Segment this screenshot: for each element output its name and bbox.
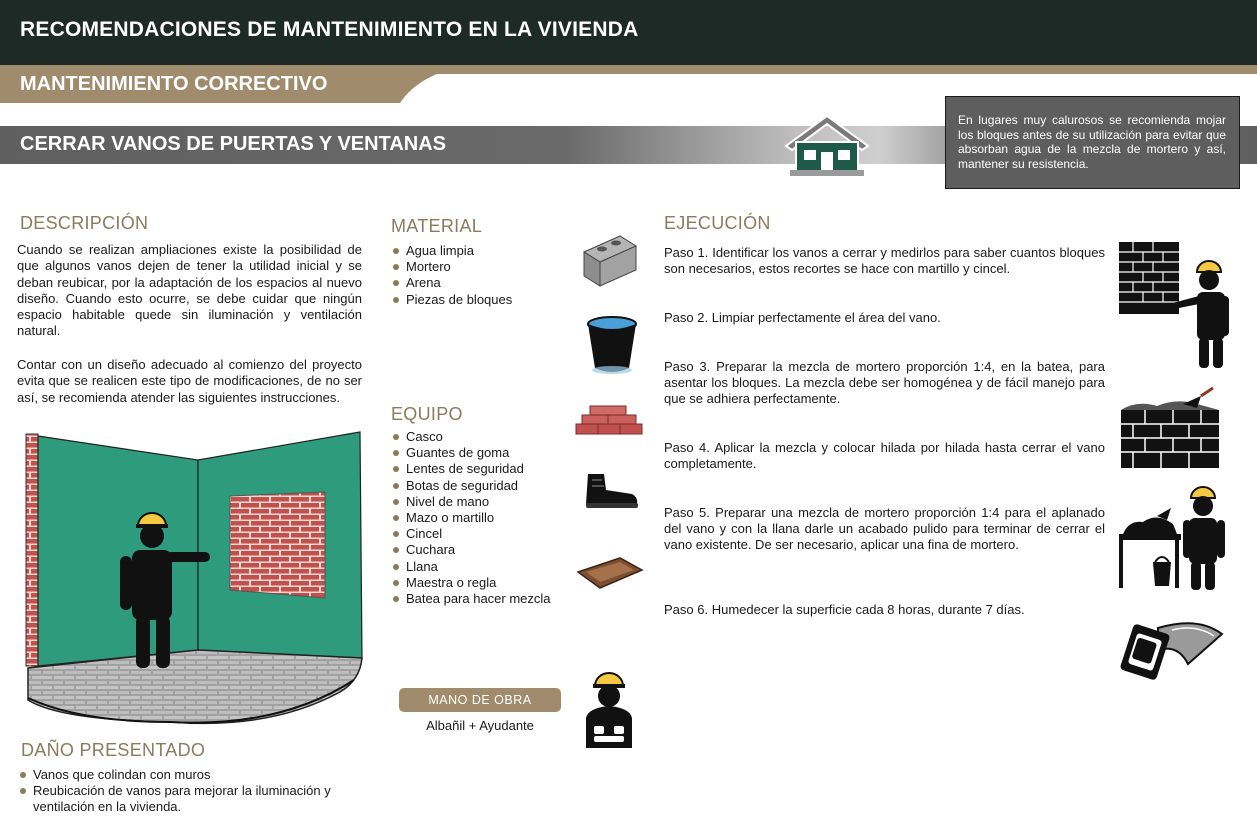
- list-item: Maestra o regla: [391, 575, 576, 591]
- humidify-icon: [1118, 614, 1226, 686]
- list-item: Cuchara: [391, 542, 576, 558]
- step-3: Paso 3. Preparar la mezcla de mortero proporción 1:4, en la batea, para asentar los bloques. La mezcla debe ser homogénea y de fácil manejo para que se adhiera perfectamente.: [664, 359, 1105, 407]
- step-2: Paso 2. Limpiar perfectamente el área del vano.: [664, 310, 941, 325]
- mano-de-obra-value: Albañil + Ayudante: [426, 718, 534, 733]
- house-icon: [782, 112, 872, 178]
- descripcion-paragraph-2: Contar con un diseño adecuado al comienzo del proyecto evita que se realicen este tipo de modificaciones, de no ser así, se recomienda atender las siguientes instrucciones.: [17, 357, 362, 405]
- page-subtitle: MANTENIMIENTO CORRECTIVO: [20, 73, 328, 95]
- list-item: Botas de seguridad: [391, 478, 576, 494]
- list-item: Guantes de goma: [391, 445, 576, 461]
- material-heading: MATERIAL: [391, 216, 483, 236]
- dano-heading: DAÑO PRESENTADO: [21, 740, 206, 760]
- list-item: Arena: [391, 275, 571, 291]
- section-title: CERRAR VANOS DE PUERTAS Y VENTANAS: [20, 133, 446, 155]
- list-item: Llana: [391, 559, 576, 575]
- list-item: Reubicación de vanos para mejorar la iluminación y ventilación en la vivienda.: [18, 783, 366, 815]
- bricks-icon: [574, 402, 644, 436]
- mixing-tray-icon: [576, 556, 644, 592]
- list-item: Batea para hacer mezcla: [391, 591, 576, 607]
- dano-list: [18, 767, 366, 816]
- list-item: Nivel de mano: [391, 494, 576, 510]
- material-list: [391, 243, 571, 308]
- list-item: Cincel: [391, 526, 576, 542]
- tip-note: En lugares muy calurosos se recomienda mojar los bloques antes de su utilización para evitar que absorban agua de la mezcla de mortero y así, mantener su resistencia.: [945, 96, 1240, 189]
- mortar-mixing-icon: [1117, 484, 1229, 592]
- equipo-heading: EQUIPO: [391, 404, 463, 424]
- list-item: Mortero: [391, 259, 571, 275]
- safety-boots-icon: [582, 470, 640, 510]
- page-title: RECOMENDACIONES DE MANTENIMIENTO EN LA VIVIENDA: [20, 18, 639, 41]
- list-item: Vanos que colindan con muros: [18, 767, 366, 783]
- brick-wall-trowel-icon: [1117, 386, 1221, 470]
- room-illustration: [20, 430, 370, 728]
- step-5: Paso 5. Preparar una mezcla de mortero proporción 1:4 para el aplanado del vano y con la llana darle un acabado pulido para terminar de cerrar el vano existente. De ser necesario, aplicar una fina de mortero.: [664, 505, 1105, 553]
- mano-de-obra-badge: MANO DE OBRA: [399, 688, 561, 712]
- step-4: Paso 4. Aplicar la mezcla y colocar hilada por hilada hasta cerrar el vano completamente.: [664, 440, 1105, 472]
- list-item: Casco: [391, 429, 576, 445]
- equipo-list: [391, 429, 576, 607]
- list-item: Agua limpia: [391, 243, 571, 259]
- step-6: Paso 6. Humedecer la superficie cada 8 horas, durante 7 días.: [664, 602, 1025, 617]
- step-1: Paso 1. Identificar los vanos a cerrar y medirlos para saber cuantos bloques son necesarios, estos recortes se hace con martillo y cincel.: [664, 245, 1105, 277]
- list-item: Piezas de bloques: [391, 292, 571, 308]
- list-item: Mazo o martillo: [391, 510, 576, 526]
- descripcion-paragraph-1: Cuando se realizan ampliaciones existe la posibilidad de que algunos vanos dejen de tener la utilidad inicial y se deban reubicar, por la adaptación de los espacios al nuevo diseño. Cuando esto ocurre, se debe cuidar que ningún espacio habitable quede sin iluminación y ventilación natural.: [17, 242, 362, 339]
- list-item: Lentes de seguridad: [391, 461, 576, 477]
- ejecucion-heading: EJECUCIÓN: [664, 213, 771, 233]
- wall-measure-icon: [1117, 240, 1235, 370]
- cinder-block-icon: [580, 232, 640, 290]
- descripcion-heading: DESCRIPCIÓN: [20, 213, 149, 233]
- water-bucket-icon: [585, 314, 639, 376]
- worker-icon: [582, 670, 636, 750]
